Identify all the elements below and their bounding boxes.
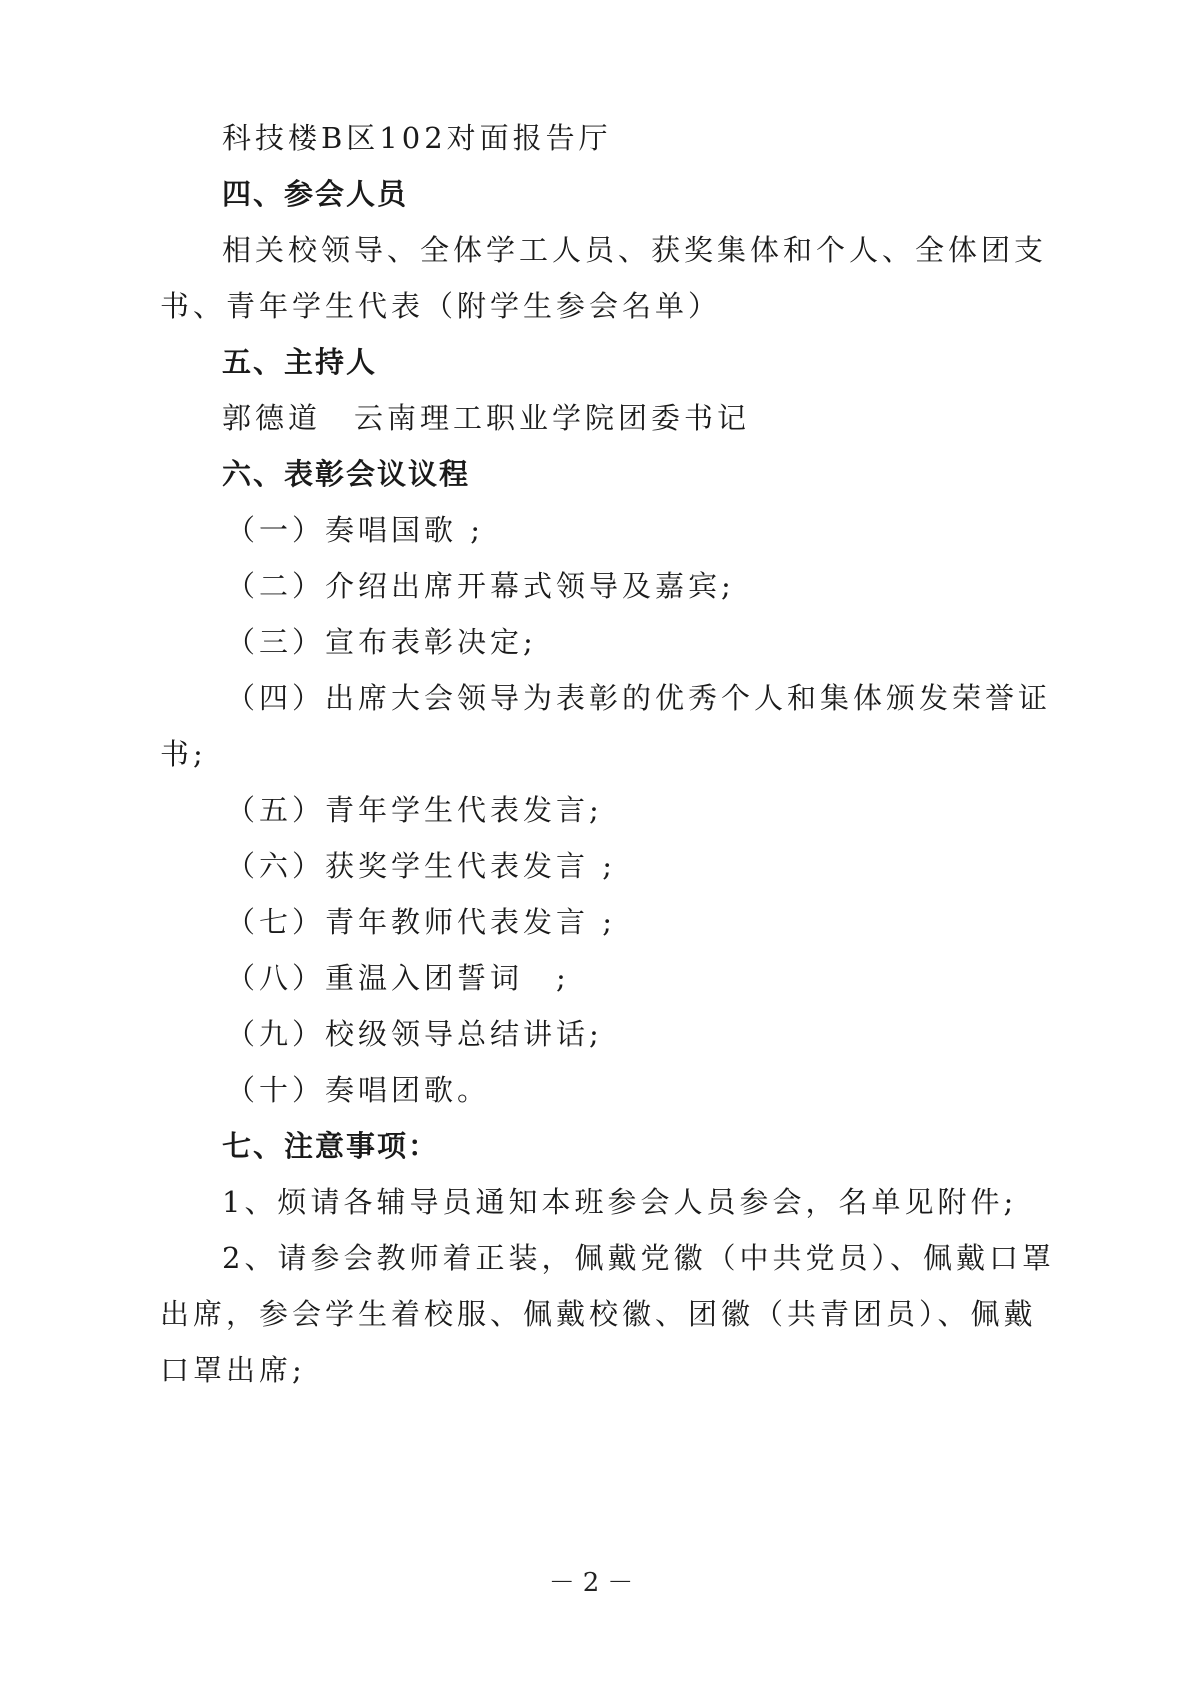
document-body: [160, 110, 1055, 1398]
agenda-item: （九）校级领导总结讲话;: [226, 1017, 603, 1051]
agenda-item: （十）奏唱团歌。: [226, 1073, 491, 1107]
page-number: －2－: [548, 1568, 642, 1598]
agenda-item: （七）青年教师代表发言 ;: [226, 905, 616, 939]
section-5-text: 郭德道 云南理工职业学院团委书记: [222, 401, 751, 435]
agenda-item: （二）介绍出席开幕式领导及嘉宾;: [226, 569, 735, 603]
agenda-item: （一）奏唱国歌 ;: [226, 513, 484, 547]
agenda-item: （六）获奖学生代表发言 ;: [226, 849, 616, 883]
note-2-line-2: 出席，参会学生着校服、佩戴校徽、团徽（共青团员）、佩戴: [160, 1297, 1037, 1331]
section-4-line-2: 书、青年学生代表（附学生参会名单）: [160, 289, 722, 323]
section-4-heading: 四、参会人员: [222, 177, 409, 211]
agenda-item: （四）出席大会领导为表彰的优秀个人和集体颁发荣誉证: [226, 681, 1052, 715]
agenda-item: （八）重温入团誓词 ;: [226, 961, 570, 995]
note-1: 1、烦请各辅导员通知本班参会人员参会，名单见附件;: [222, 1185, 1018, 1219]
note-2-line-1: 2、请参会教师着正装，佩戴党徽（中共党员）、佩戴口罩: [222, 1241, 1055, 1275]
section-4-line-1: 相关校领导、全体学工人员、获奖集体和个人、全体团支: [222, 233, 1048, 267]
agenda-item-continuation: 书;: [160, 737, 207, 771]
section-7-heading: 七、注意事项：: [222, 1129, 440, 1163]
location-text: 科技楼B区102对面报告厅: [222, 121, 612, 155]
agenda-item: （三）宣布表彰决定;: [226, 625, 537, 659]
section-5-heading: 五、主持人: [222, 345, 378, 379]
section-6-heading: 六、表彰会议议程: [222, 457, 471, 491]
agenda-item: （五）青年学生代表发言;: [226, 793, 603, 827]
note-2-line-3: 口罩出席;: [160, 1353, 306, 1387]
